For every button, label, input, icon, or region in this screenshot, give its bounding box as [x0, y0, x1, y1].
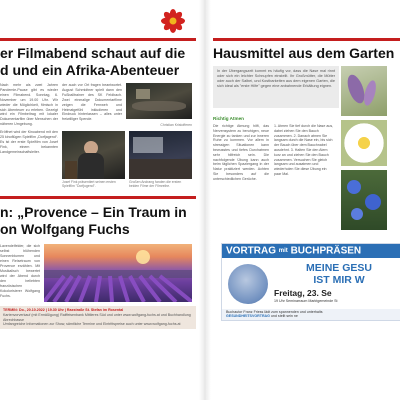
event-more-info: Umfangreiche Informationen zur Show, sämtliche Termine und Eintrittspreise auch unter www.wolfgang-fuchs.at — [3, 322, 181, 327]
article-filmabend-body — [0, 83, 196, 188]
photo-credit: Christian Kristofferen — [160, 123, 192, 128]
section-heading: Richtig Atmen — [213, 116, 244, 121]
banner-header: VORTRAG mit BUCHPRÄSEN — [222, 244, 400, 258]
article-text-col3: Eröffnet wird der Kinoabend mit den 25 kinoflügen Spielfilm „Dorfjagend“. Es ist der erste Spielfilm von Josef Fink, einem bekannten Landgemeinschaftsleiter. — [0, 130, 58, 154]
garden-intro: In der Übergangszeit kommt es häufig vor, dass die Nase mal rinnt oder sich ein leichter Schnupfen einstellt. Ihr Großmütter, die Mütter oder auch der Salbei, und Kostbarkeiten aus dem eigenen Garten, die sich ideal als "erste Hilfe" gegen eine anbahnende Erkältung eignen. — [213, 66, 339, 108]
article-provence-body — [0, 244, 196, 302]
article-provence-headline: n: „Provence – Ein Traum in on Wolfgang Fuchs — [0, 204, 187, 238]
red-rule — [0, 196, 196, 199]
josef-fink-photo — [62, 131, 125, 179]
article-text-col2: der auch vor Ort fragen beantwortet. August Schmidtner spielt dann den Fußballtrainer des SK Feldbach. Zwei einmalige Dokumentarfilme zeigen die Fernweh und Heimatgefühl inkludieren und Eindruck hinterlassen – alles unter freiwilliger Spende. — [62, 83, 122, 122]
red-rule — [0, 38, 196, 41]
cinema-audience-photo — [126, 83, 192, 119]
breathing-text: Die richtige Atmung hilft, das Nervensystem zu beruhigen, neue Energie zu tanken und zur inneren Ruhe zu kommen. Vor allem in stressigen Situationen kann bewusstes und tiefes Durchatmen sehr hilfreich sein. Die nachfolgende Übung kann auch beim täglichen Spaziergang in der Natur praktiziert werden. Achten Sie besonders auf die unterschiedlichen Gerüche. — [213, 124, 269, 181]
event-tickets: Kartenvorverkauf (mit Ermäßigung) Raiffeisenbank Mittleres Süd und unter www.wolfgang-fuchs.at und Buchhandlung Abrechbasse — [3, 313, 191, 322]
banner-location: 19 Uhr Seminarraum Marktgemeinde St — [274, 299, 338, 303]
lavender-rows — [44, 274, 192, 302]
book-cover-image — [228, 264, 268, 304]
left-page — [0, 38, 196, 400]
article-provence-text: Lavendelfelder, die sich selbst blühenden Sonnenblumen und einen Reisetraum von Provence erzählen. Mit Musikalisch bewertet wird der Abend durch den beliebten französischen Kokolorisierer Wolfgang Fuchs. — [0, 244, 40, 298]
banner-footer: Buchautor Franz Friess lädt zum spannenden und unterhalts GESUNDHEITSVORTRAG und stellt sein ne — [222, 309, 400, 320]
crowd-photo — [129, 131, 192, 179]
page-gutter — [199, 0, 211, 400]
article-filmabend-headline: er Filmabend schaut auf die d und ein Afrika-Abenteuer — [0, 45, 186, 78]
photo-caption-1: Josef Fink präsentiert seinen ersten Spielfilm "Dorfjugend". — [62, 179, 116, 189]
lavender-field-photo — [44, 244, 192, 302]
event-info-box — [0, 306, 196, 328]
breathing-steps: 1. Atmen Sie tief durch die Nase aus, dabei ziehen Sie den Bauch zusammen. 2. Danach atmen Sie langsam durch die Nase ein, bis sich der Bauch über dem Bauchnabel ausdehnt. 3. Halten Sie den Atem kurz an und ziehen Sie den Bauch zusammen. Versuchen Sie gleich langsam und ausatmen und wiederholen Sie diese Übung ein paar Mal. — [274, 124, 334, 176]
banner-headline: MEINE GESU IST MIR W — [306, 262, 372, 286]
photo-caption-2: Großen Andrang fanden die ersten beiden Filme der Filmreihe. — [129, 179, 182, 189]
garden-remedies-title: Hausmittel aus dem Garten — [213, 45, 395, 61]
book-presentation-banner — [221, 243, 400, 321]
flower-ornament-icon — [160, 8, 186, 34]
article-text-col1: Nach mehr als zwei Jahren Pandemie-Pause gibt es wieder einen Filmabend. Sonntag, 6. November um 19.00 Uhr. Wir wieder die Möglichkeit, filmisch in sich Abenteuer zu erleben. Gezeigt wird ein Filmbeitrag mit lokaler Dokumentarfilm über Menschen der näheren Umgebung. — [0, 83, 58, 127]
banner-date: Freitag, 23. Se — [274, 288, 332, 298]
event-termin: TERMIN: Do., 20.10.2022 | 19.30 Uhr | Raxstraße St. Stefan im Rosental — [3, 308, 124, 313]
